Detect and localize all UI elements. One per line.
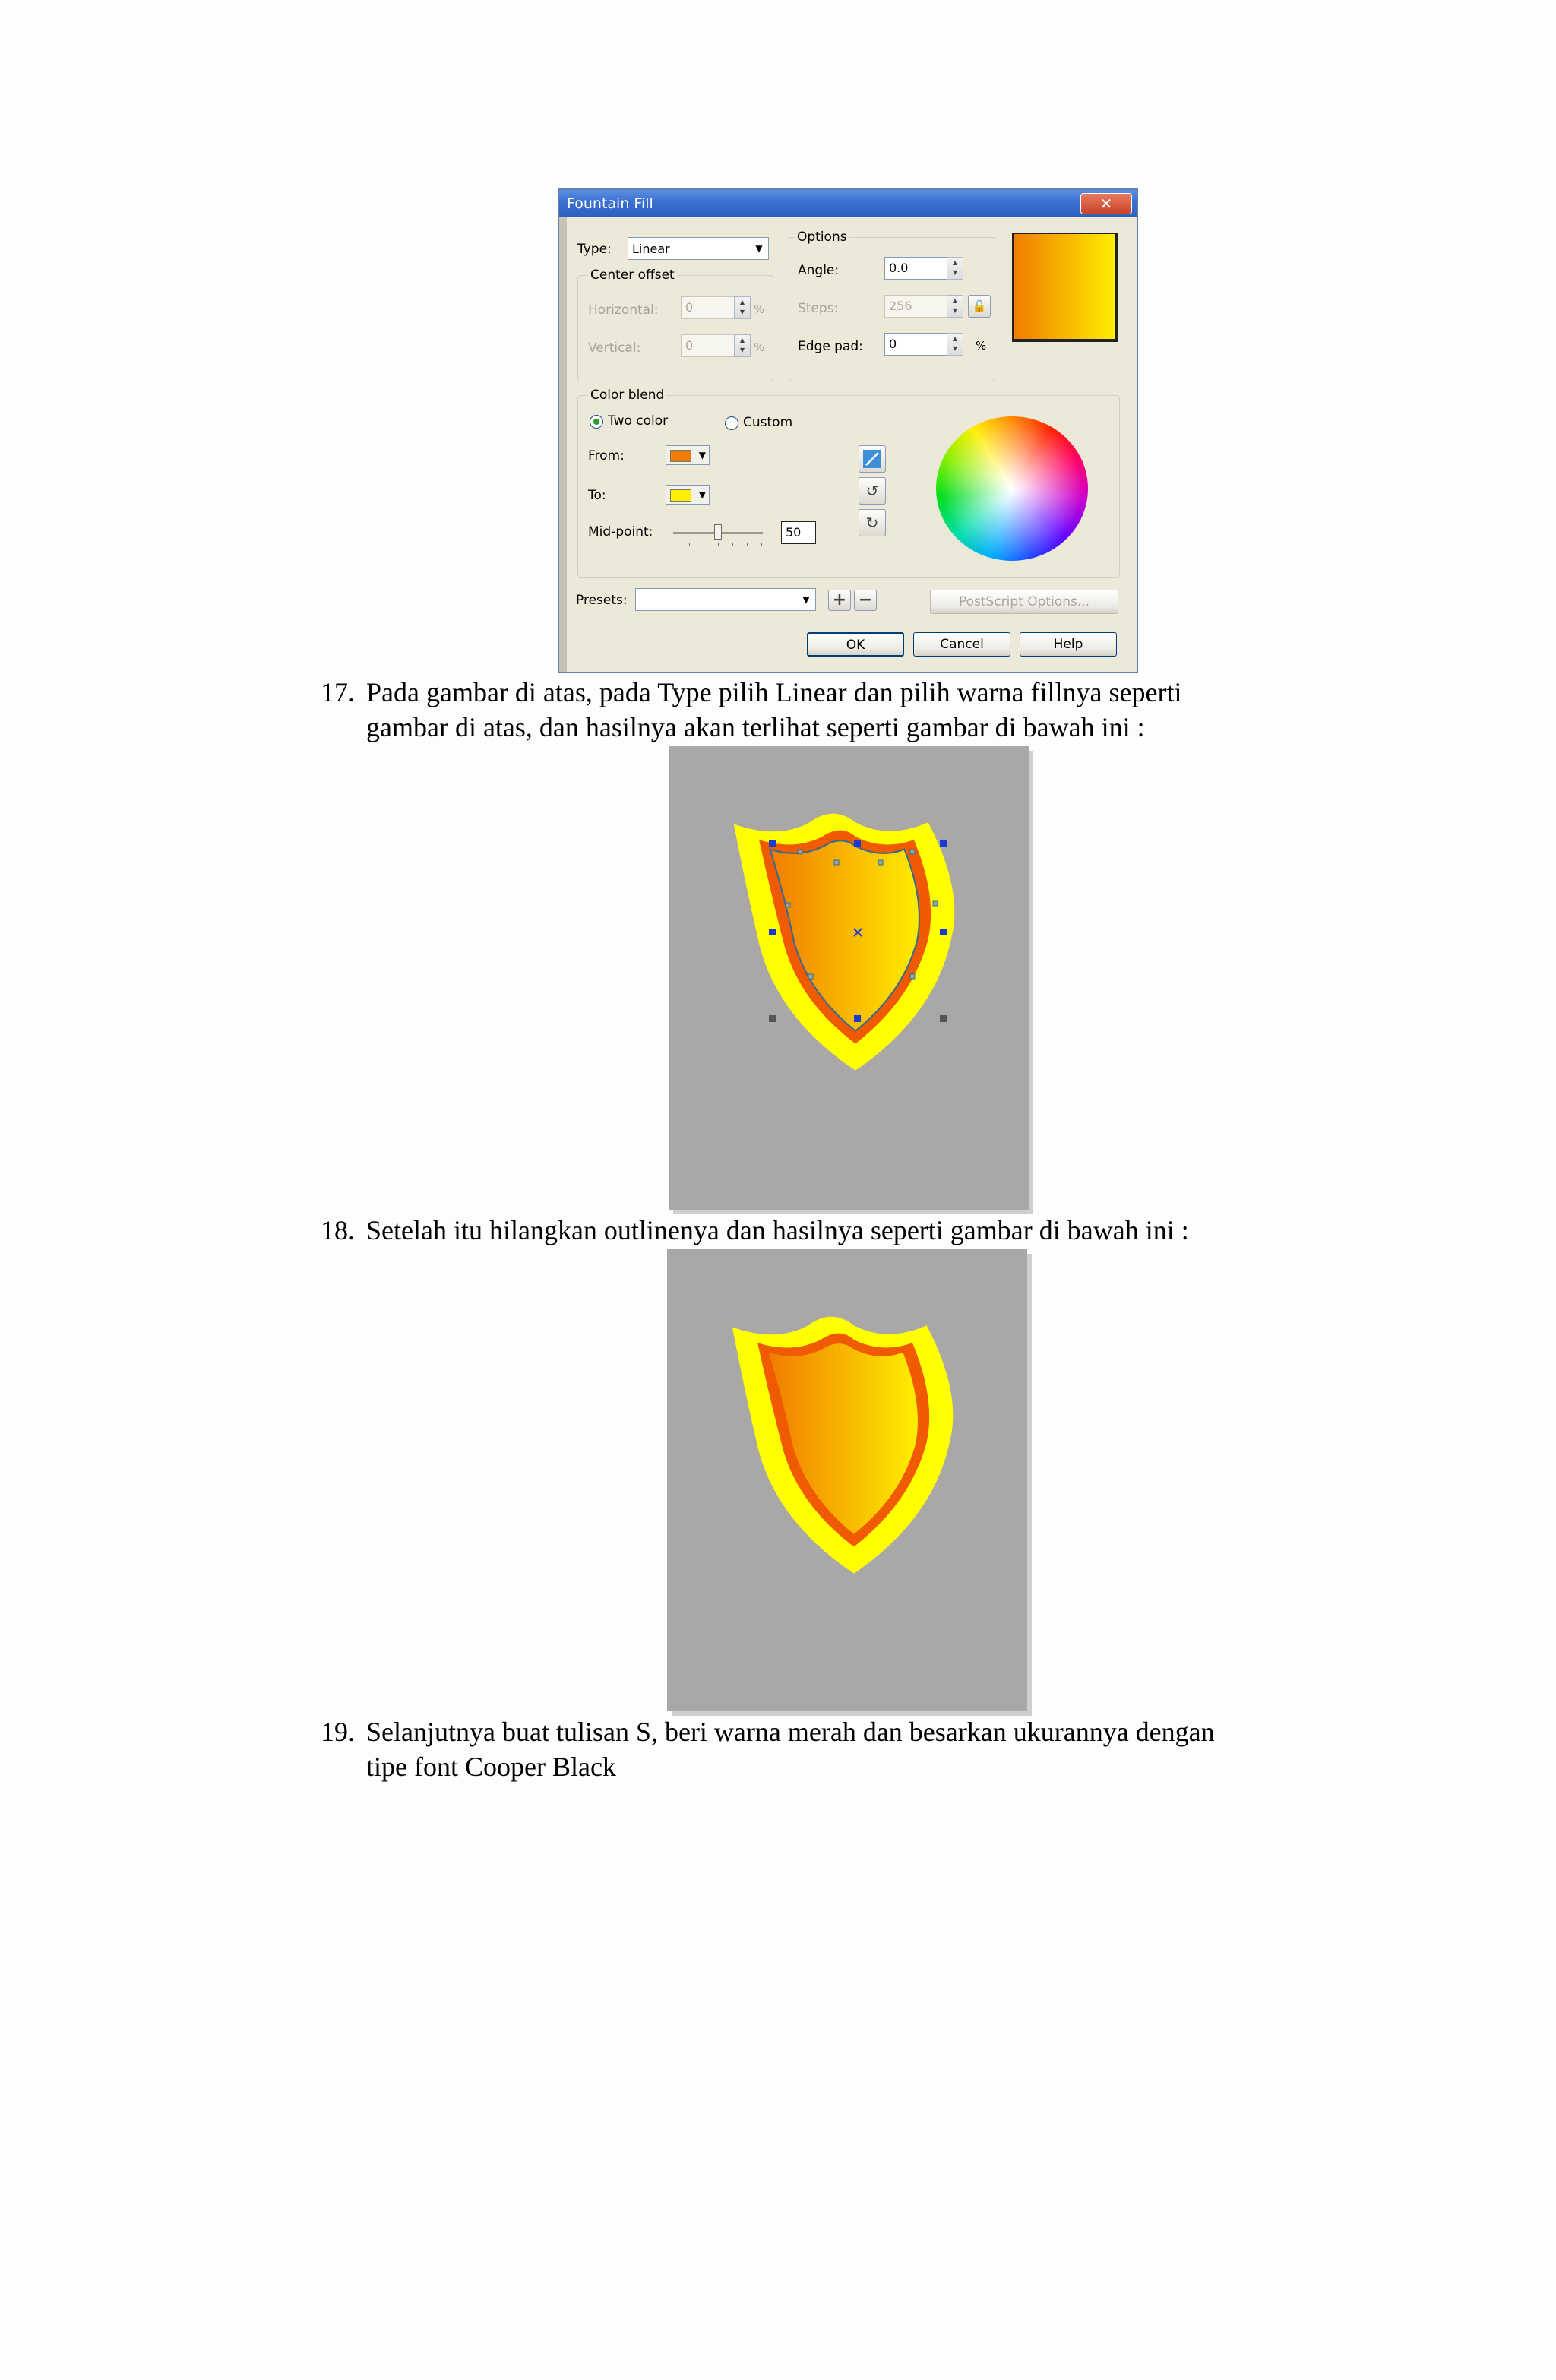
edge-pad-label: Edge pad: [798,339,863,354]
instruction-19 [321,1714,1339,1784]
canvas-shadow [1027,1254,1032,1716]
dialog-titlebar[interactable] [559,190,1137,217]
two-color-label: Two color [608,413,669,429]
edge-pad-percent: % [976,339,987,353]
angle-label: Angle: [798,263,840,278]
edge-pad-input[interactable]: 0 [884,333,950,356]
midpoint-slider-ticks [675,543,763,546]
remove-preset-button[interactable]: − [854,590,877,611]
ok-button[interactable]: OK [807,632,904,657]
edge-pad-spinner[interactable]: ▲ ▼ [947,333,963,356]
instruction-text-line: tipe font Cooper Black [366,1752,616,1782]
chevron-down-icon: ▼ [755,243,763,254]
direct-blend-icon[interactable] [859,445,886,473]
type-dropdown-value: Linear [632,242,670,256]
from-color-swatch [670,450,691,462]
chevron-down-icon: ▼ [698,489,706,500]
steps-label: Steps: [798,301,839,316]
counter-clockwise-blend-icon[interactable]: ↺ [859,477,886,505]
instruction-number: 17. [321,677,355,707]
color-blend-label: Color blend [588,388,666,403]
presets-dropdown[interactable] [635,588,816,611]
horizontal-spinner[interactable]: ▲ ▼ [734,296,751,319]
help-button[interactable]: Help [1020,632,1117,657]
center-offset-label: Center offset [588,267,677,283]
shield-canvas-with-outline [669,746,1029,1210]
to-color-swatch [670,489,691,502]
canvas-shadow [1029,751,1033,1214]
shield-graphic [669,746,1029,1210]
center-offset-group [577,275,773,381]
steps-spinner[interactable]: ▲ ▼ [947,295,963,318]
close-button[interactable]: ✕ [1080,193,1132,214]
instruction-17 [321,675,1308,745]
instruction-text-line: Pada gambar di atas, pada Type pilih Linear dan pilih warna fillnya seperti [366,677,1182,707]
fountain-fill-dialog [558,188,1138,673]
presets-label: Presets: [576,593,628,608]
horizontal-percent: % [754,302,765,316]
clockwise-blend-icon[interactable]: ↻ [859,509,886,536]
to-color-picker[interactable] [666,485,710,505]
vertical-label: Vertical: [588,340,641,356]
two-color-radio[interactable] [590,415,603,429]
from-label: From: [588,448,625,464]
instruction-number: 19. [321,1717,355,1747]
instruction-18 [321,1213,1308,1248]
dialog-side-strip [559,217,567,672]
options-label: Options [795,229,849,245]
color-wheel[interactable] [936,416,1088,561]
chevron-down-icon: ▼ [698,450,706,460]
instruction-text-line: Setelah itu hilangkan outlinenya dan hasilnya seperti gambar di bawah ini : [366,1215,1189,1245]
to-label: To: [588,488,606,503]
cancel-button[interactable]: Cancel [913,632,1010,657]
custom-label: Custom [743,415,793,430]
lock-icon[interactable]: 🔓 [968,295,991,318]
chevron-down-icon: ▼ [802,594,810,605]
midpoint-label: Mid-point: [588,524,653,540]
shield-graphic [667,1249,1027,1711]
vertical-input[interactable]: 0 [681,334,737,357]
postscript-options-button[interactable]: PostScript Options... [930,590,1118,614]
vertical-spinner[interactable]: ▲ ▼ [734,334,751,357]
angle-input[interactable]: 0.0 [884,257,950,280]
shield-canvas-no-outline [667,1249,1027,1711]
type-dropdown[interactable] [628,237,769,260]
angle-spinner[interactable]: ▲ ▼ [947,257,963,280]
steps-input[interactable]: 256 [884,295,950,318]
from-color-picker[interactable] [666,445,710,465]
horizontal-input[interactable]: 0 [681,296,737,319]
add-preset-button[interactable]: + [828,590,851,611]
midpoint-input[interactable]: 50 [781,521,816,544]
horizontal-label: Horizontal: [588,302,659,318]
midpoint-slider-thumb[interactable] [714,524,722,540]
fill-preview [1012,233,1118,342]
instruction-number: 18. [321,1215,355,1245]
vertical-percent: % [754,340,765,354]
dialog-title: Fountain Fill [567,195,653,212]
custom-radio[interactable] [725,416,738,430]
instruction-text-line: Selanjutnya buat tulisan S, beri warna merah dan besarkan ukurannya dengan [366,1717,1215,1747]
instruction-text-line: gambar di atas, dan hasilnya akan terlihat seperti gambar di bawah ini : [366,712,1145,742]
type-label: Type: [577,242,612,257]
